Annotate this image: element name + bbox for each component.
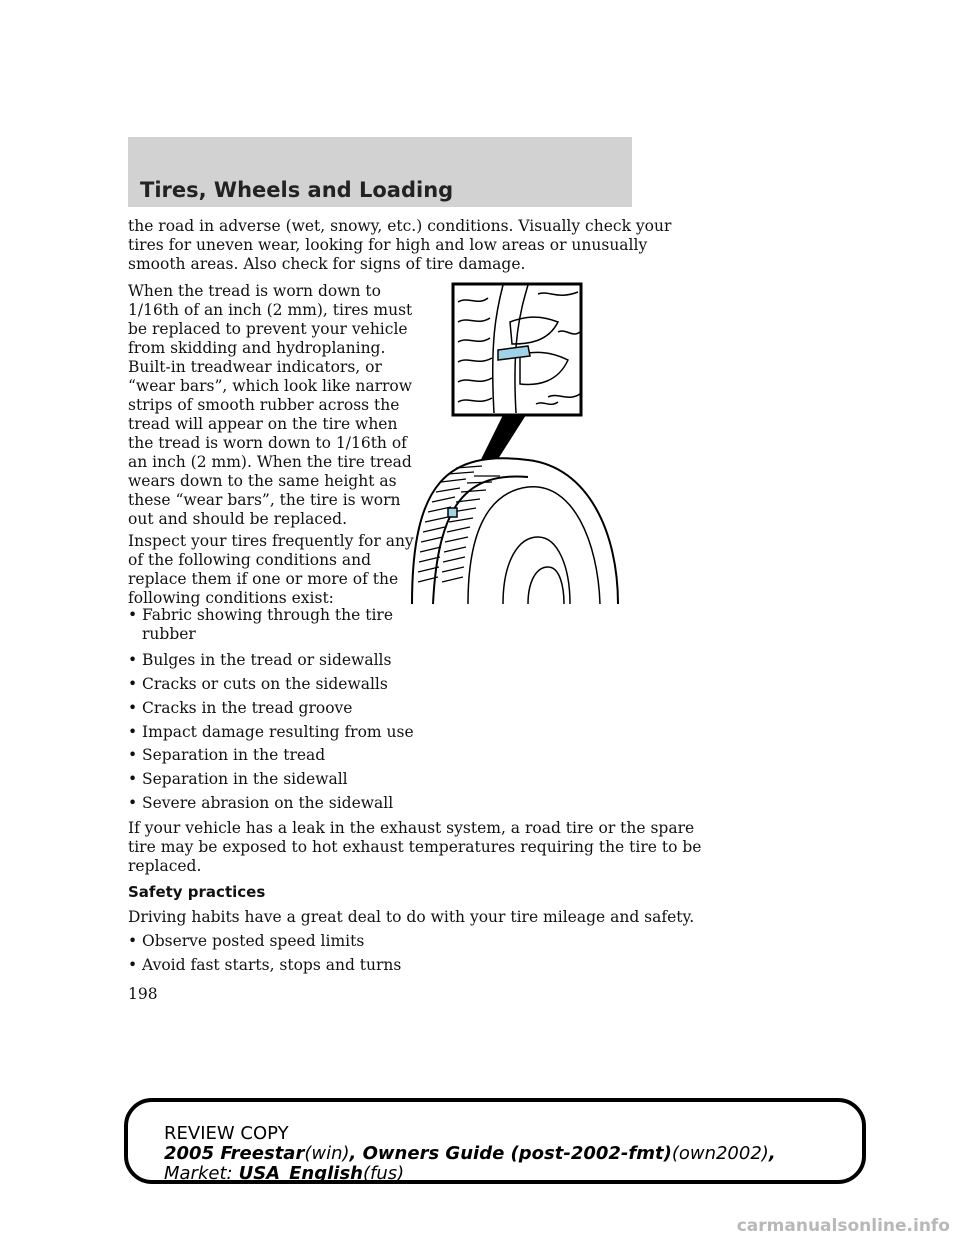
watermark: carmanualsonline.info: [736, 1216, 950, 1236]
bullet-icon: •: [128, 675, 138, 693]
tread-line: “wear bars”, which look like narrow: [128, 377, 413, 395]
footer-market-code: (fus): [362, 1163, 405, 1184]
tread-line: wears down to the same height as: [128, 472, 397, 490]
inspect-line: replace them if one or more of the: [128, 570, 399, 588]
footer-guide-code: (own2002): [671, 1143, 769, 1164]
bullet-icon: •: [128, 770, 138, 788]
safety-intro: Driving habits have a great deal to do with your tire mileage and safety.: [128, 908, 695, 926]
footer-market: USA_English: [238, 1163, 363, 1184]
page-number: 198: [128, 985, 158, 1003]
footer-market-label: Market:: [164, 1163, 233, 1184]
footer-guide: Owners Guide (post-2002-fmt): [362, 1143, 672, 1164]
tread-line: out and should be replaced.: [128, 510, 348, 528]
condition-item: Bulges in the tread or sidewalls: [142, 651, 392, 669]
condition-item: Separation in the sidewall: [142, 770, 348, 788]
safety-item: Observe posted speed limits: [142, 932, 365, 950]
condition-item: Fabric showing through the tire: [142, 606, 394, 624]
page-title: Tires, Wheels and Loading: [140, 178, 454, 202]
bullet-icon: •: [128, 651, 138, 669]
intro-line: the road in adverse (wet, snowy, etc.) conditions. Visually check your: [128, 217, 672, 235]
condition-item: Cracks or cuts on the sidewalls: [142, 675, 388, 693]
tread-line: these “wear bars”, the tire is worn: [128, 491, 401, 509]
tread-line: strips of smooth rubber across the: [128, 396, 400, 414]
intro-line: tires for uneven wear, looking for high and low areas or unusually: [128, 236, 648, 254]
footer-model: 2005 Freestar: [164, 1143, 305, 1164]
bullet-icon: •: [128, 723, 138, 741]
condition-item: rubber: [142, 625, 196, 643]
inspect-line: of the following conditions and: [128, 551, 372, 569]
tire-tread-illustration: [408, 282, 626, 612]
exhaust-line: tire may be exposed to hot exhaust temperatures requiring the tire to be: [128, 838, 702, 856]
inspect-line: following conditions exist:: [128, 589, 334, 607]
condition-item: Separation in the tread: [142, 746, 326, 764]
tread-line: from skidding and hydroplaning.: [128, 339, 386, 357]
condition-item: Impact damage resulting from use: [142, 723, 414, 741]
footer-model-code: (win): [304, 1143, 350, 1164]
bullet-icon: •: [128, 794, 138, 812]
tread-line: the tread is worn down to 1/16th of: [128, 434, 407, 452]
section-heading: Safety practices: [128, 883, 266, 901]
review-copy-label: REVIEW COPY: [164, 1123, 289, 1144]
footer-separator-2: ,: [768, 1143, 776, 1164]
footer-model-line: [164, 1144, 776, 1164]
footer-separator: ,: [349, 1143, 363, 1164]
bullet-icon: •: [128, 956, 138, 974]
exhaust-line: replaced.: [128, 857, 202, 875]
condition-item: Cracks in the tread groove: [142, 699, 353, 717]
tread-line: tread will appear on the tire when: [128, 415, 398, 433]
tread-line: an inch (2 mm). When the tire tread: [128, 453, 412, 471]
bullet-icon: •: [128, 932, 138, 950]
footer-market-line: [164, 1164, 404, 1184]
inspect-line: Inspect your tires frequently for any: [128, 532, 414, 550]
tread-line: be replaced to prevent your vehicle: [128, 320, 408, 338]
intro-line: smooth areas. Also check for signs of tire damage.: [128, 255, 526, 273]
tread-line: When the tread is worn down to: [128, 282, 381, 300]
tread-line: Built-in treadwear indicators, or: [128, 358, 382, 376]
safety-item: Avoid fast starts, stops and turns: [142, 956, 402, 974]
tread-line: 1/16th of an inch (2 mm), tires must: [128, 301, 413, 319]
bullet-icon: •: [128, 699, 138, 717]
bullet-icon: •: [128, 746, 138, 764]
bullet-icon: •: [128, 606, 138, 624]
condition-item: Severe abrasion on the sidewall: [142, 794, 394, 812]
exhaust-line: If your vehicle has a leak in the exhaust system, a road tire or the spare: [128, 819, 695, 837]
